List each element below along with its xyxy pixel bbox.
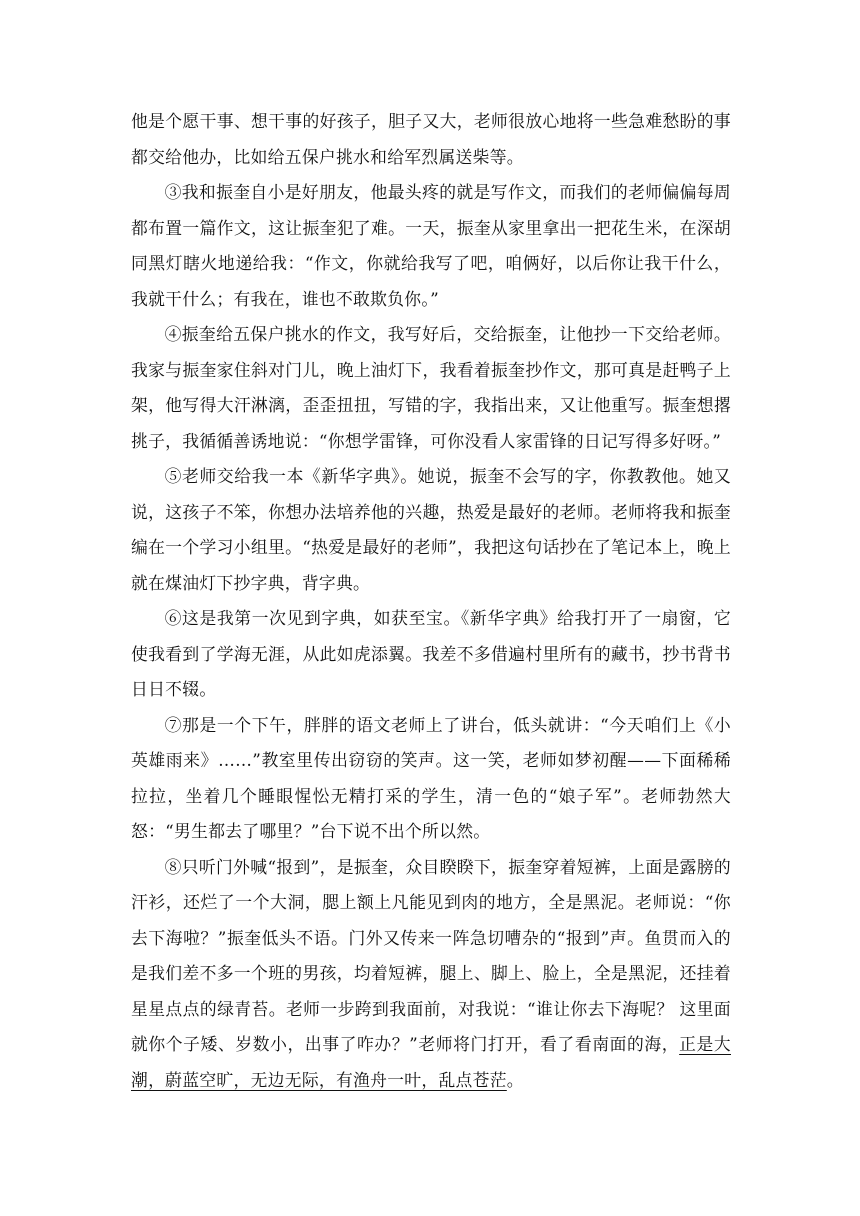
paragraph-3: ③我和振奎自小是好朋友，他最头疼的就是写作文，而我们的老师偏偏每周都布置一篇作文，这让振奎犯了难。一天，振奎从家里拿出一把花生米，在深胡同黑灯瞎火地递给我：“作文，你就给我写了吧，咱俩好，以后你让我干什么，我就干什么；有我在，谁也不敢欺负你。” xyxy=(131,182,731,309)
paragraph-4: ④振奎给五保户挑水的作文，我写好后，交给振奎，让他抄一下交给老师。我家与振奎家住斜对门儿，晚上油灯下，我看着振奎抄作文，那可真是赶鸭子上架，他写得大汗淋漓，歪歪扭扭，写错的字，我指出来，又让他重写。振奎想撂挑子，我循循善诱地说：“你想学雷锋，可你没看人家雷锋的日记写得多好呀。” xyxy=(131,324,731,451)
article-text xyxy=(131,104,731,1098)
paragraph-8-text: ⑧只听门外喊“报到”，是振奎，众目睽睽下，振奎穿着短裤，上面是露膀的汗衫，还烂了一个大洞，腮上额上凡能见到肉的地方，全是黑泥。老师说：“你去下海啦？”振奎低头不语。门外又传来一阵急切嘈杂的“报到”声。鱼贯而入的是我们差不多一个班的男孩，均着短裤，腿上、脚上、脸上，全是黑泥，还挂着星星点点的绿青苔。老师一步跨到我面前，对我说：“谁让你去下海呢？ 这里面就你个子矮、岁数小，出事了咋办？”老师将门打开，看了看南面的海， xyxy=(131,856,731,1054)
paragraph-5: ⑤老师交给我一本《新华字典》。她说，振奎不会写的字，你教教他。她又说，这孩子不笨，你想办法培养他的兴趣，热爱是最好的老师。老师将我和振奎编在一个学习小组里。“热爱是最好的老师”，我把这句话抄在了笔记本上，晚上就在煤油灯下抄字典，背字典。 xyxy=(131,466,731,593)
paragraph-7: ⑦那是一个下午，胖胖的语文老师上了讲台，低头就讲：“今天咱们上《小英雄雨来》……”教室里传出窃窃的笑声。这一笑，老师如梦初醒——下面稀稀拉拉，坐着几个睡眼惺忪无精打采的学生，清一色的“娘子军”。老师勃然大怒：“男生都去了哪里？”台下说不出个所以然。 xyxy=(131,714,731,841)
paragraph-8-tail: 。 xyxy=(506,1069,524,1090)
paragraph-8 xyxy=(131,850,731,1099)
paragraph-continued: 他是个愿干事、想干事的好孩子，胆子又大，老师很放心地将一些急难愁盼的事都交给他办，比如给五保户挑水和给军烈属送柴等。 xyxy=(131,111,731,167)
paragraph-6: ⑥这是我第一次见到字典，如获至宝。《新华字典》给我打开了一扇窗，它使我看到了学海无涯，从此如虎添翼。我差不多借遍村里所有的藏书，抄书背书日日不辍。 xyxy=(131,608,731,699)
underlined-sentence: 正是大潮，蔚蓝空旷，无边无际，有渔舟一叶，乱点苍茫 xyxy=(131,1034,731,1090)
